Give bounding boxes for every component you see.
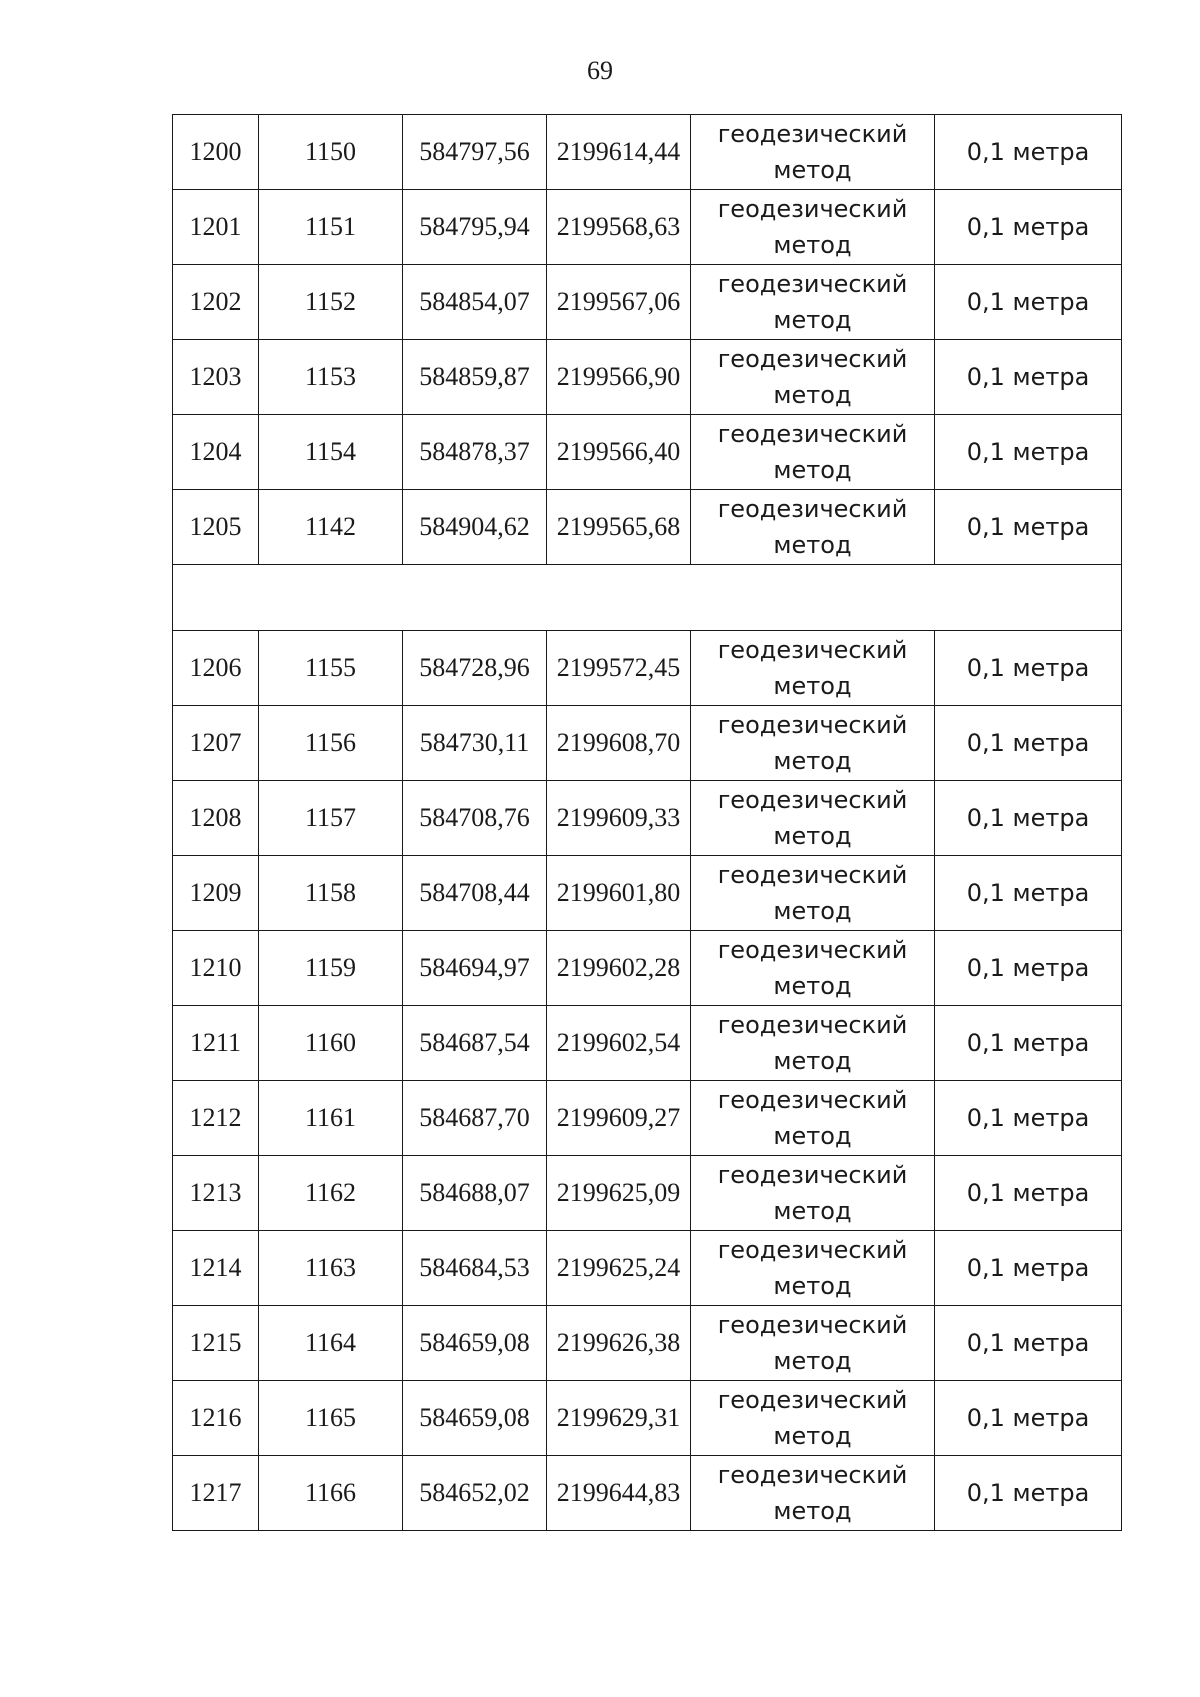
method-line-2: метод [773,1347,852,1375]
method-line-2: метод [773,1422,852,1450]
table-row [173,1231,1122,1306]
accuracy-cell: 0,1 метра [935,265,1122,340]
point-number-cell: 1161 [259,1081,403,1156]
method-cell [691,190,935,265]
row-number-cell: 1211 [173,1006,259,1081]
table-row [173,856,1122,931]
point-number-cell: 1165 [259,1381,403,1456]
y-coordinate-cell: 2199626,38 [547,1306,691,1381]
method-cell [691,1306,935,1381]
y-coordinate-cell: 2199565,68 [547,490,691,565]
y-coordinate-cell: 2199602,54 [547,1006,691,1081]
method-cell [691,490,935,565]
method-line-2: метод [773,531,852,559]
point-number-cell: 1153 [259,340,403,415]
method-line-1: геодезический [717,1236,908,1264]
table-row [173,1306,1122,1381]
point-number-cell: 1163 [259,1231,403,1306]
method-cell [691,1456,935,1531]
table-row [173,115,1122,190]
method-line-2: метод [773,972,852,1000]
method-line-2: метод [773,306,852,334]
y-coordinate-cell: 2199572,45 [547,631,691,706]
x-coordinate-cell: 584854,07 [403,265,547,340]
accuracy-cell: 0,1 метра [935,415,1122,490]
table-row [173,190,1122,265]
method-cell [691,115,935,190]
method-line-2: метод [773,672,852,700]
accuracy-cell: 0,1 метра [935,1081,1122,1156]
point-number-cell: 1152 [259,265,403,340]
row-number-cell: 1203 [173,340,259,415]
method-line-2: метод [773,1122,852,1150]
y-coordinate-cell: 2199644,83 [547,1456,691,1531]
point-number-cell: 1151 [259,190,403,265]
row-number-cell: 1212 [173,1081,259,1156]
point-number-cell: 1155 [259,631,403,706]
table-row [173,931,1122,1006]
method-line-2: метод [773,1047,852,1075]
x-coordinate-cell: 584708,76 [403,781,547,856]
table-row [173,265,1122,340]
y-coordinate-cell: 2199629,31 [547,1381,691,1456]
row-number-cell: 1215 [173,1306,259,1381]
accuracy-cell: 0,1 метра [935,190,1122,265]
method-cell [691,1231,935,1306]
method-line-1: геодезический [717,636,908,664]
row-number-cell: 1201 [173,190,259,265]
y-coordinate-cell: 2199609,27 [547,1081,691,1156]
table-row [173,415,1122,490]
method-line-1: геодезический [717,420,908,448]
coordinates-table [172,114,1122,1531]
point-number-cell: 1164 [259,1306,403,1381]
row-number-cell: 1210 [173,931,259,1006]
method-line-1: геодезический [717,120,908,148]
accuracy-cell: 0,1 метра [935,1306,1122,1381]
point-number-cell: 1160 [259,1006,403,1081]
method-line-1: геодезический [717,711,908,739]
table-row [173,1456,1122,1531]
row-number-cell: 1213 [173,1156,259,1231]
method-line-2: метод [773,231,852,259]
x-coordinate-cell: 584694,97 [403,931,547,1006]
x-coordinate-cell: 584904,62 [403,490,547,565]
table-row [173,1006,1122,1081]
table-row [173,631,1122,706]
y-coordinate-cell: 2199568,63 [547,190,691,265]
y-coordinate-cell: 2199625,09 [547,1156,691,1231]
x-coordinate-cell: 584728,96 [403,631,547,706]
table-row [173,1381,1122,1456]
accuracy-cell: 0,1 метра [935,340,1122,415]
method-cell [691,706,935,781]
accuracy-cell: 0,1 метра [935,115,1122,190]
method-cell [691,1081,935,1156]
point-number-cell: 1159 [259,931,403,1006]
method-line-1: геодезический [717,1086,908,1114]
point-number-cell: 1166 [259,1456,403,1531]
y-coordinate-cell: 2199567,06 [547,265,691,340]
method-line-1: геодезический [717,1311,908,1339]
method-line-1: геодезический [717,195,908,223]
x-coordinate-cell: 584687,70 [403,1081,547,1156]
row-number-cell: 1207 [173,706,259,781]
method-line-2: метод [773,156,852,184]
method-line-2: метод [773,1197,852,1225]
accuracy-cell: 0,1 метра [935,856,1122,931]
x-coordinate-cell: 584684,53 [403,1231,547,1306]
y-coordinate-cell: 2199566,40 [547,415,691,490]
method-cell [691,1006,935,1081]
accuracy-cell: 0,1 метра [935,490,1122,565]
row-number-cell: 1202 [173,265,259,340]
method-line-1: геодезический [717,1461,908,1489]
table-row [173,340,1122,415]
row-number-cell: 1208 [173,781,259,856]
y-coordinate-cell: 2199608,70 [547,706,691,781]
method-cell [691,415,935,490]
point-number-cell: 1158 [259,856,403,931]
method-cell [691,781,935,856]
row-number-cell: 1206 [173,631,259,706]
row-number-cell: 1216 [173,1381,259,1456]
point-number-cell: 1156 [259,706,403,781]
x-coordinate-cell: 584730,11 [403,706,547,781]
x-coordinate-cell: 584859,87 [403,340,547,415]
table-row [173,706,1122,781]
x-coordinate-cell: 584687,54 [403,1006,547,1081]
method-line-1: геодезический [717,936,908,964]
method-line-2: метод [773,1497,852,1525]
table-row [173,781,1122,856]
y-coordinate-cell: 2199566,90 [547,340,691,415]
point-number-cell: 1150 [259,115,403,190]
point-number-cell: 1162 [259,1156,403,1231]
method-cell [691,1156,935,1231]
method-line-1: геодезический [717,1386,908,1414]
coordinates-table-body [173,115,1122,1531]
y-coordinate-cell: 2199614,44 [547,115,691,190]
x-coordinate-cell: 584708,44 [403,856,547,931]
method-line-1: геодезический [717,1161,908,1189]
point-number-cell: 1157 [259,781,403,856]
method-cell [691,1381,935,1456]
row-number-cell: 1205 [173,490,259,565]
y-coordinate-cell: 2199601,80 [547,856,691,931]
table-row [173,1156,1122,1231]
point-number-cell: 1142 [259,490,403,565]
method-line-2: метод [773,381,852,409]
accuracy-cell: 0,1 метра [935,781,1122,856]
row-number-cell: 1204 [173,415,259,490]
table-row [173,490,1122,565]
accuracy-cell: 0,1 метра [935,1006,1122,1081]
accuracy-cell: 0,1 метра [935,1456,1122,1531]
method-line-1: геодезический [717,270,908,298]
x-coordinate-cell: 584659,08 [403,1306,547,1381]
point-number-cell: 1154 [259,415,403,490]
method-line-2: метод [773,456,852,484]
accuracy-cell: 0,1 метра [935,706,1122,781]
row-number-cell: 1217 [173,1456,259,1531]
row-number-cell: 1214 [173,1231,259,1306]
table-spacer-row [173,565,1122,631]
method-line-2: метод [773,897,852,925]
method-cell [691,340,935,415]
accuracy-cell: 0,1 метра [935,931,1122,1006]
method-line-2: метод [773,747,852,775]
accuracy-cell: 0,1 метра [935,1381,1122,1456]
y-coordinate-cell: 2199602,28 [547,931,691,1006]
method-line-1: геодезический [717,786,908,814]
spacer-cell [173,565,1122,631]
table-row [173,1081,1122,1156]
method-cell [691,856,935,931]
accuracy-cell: 0,1 метра [935,1156,1122,1231]
method-line-2: метод [773,1272,852,1300]
y-coordinate-cell: 2199625,24 [547,1231,691,1306]
method-line-1: геодезический [717,861,908,889]
method-cell [691,265,935,340]
method-line-1: геодезический [717,345,908,373]
y-coordinate-cell: 2199609,33 [547,781,691,856]
method-line-2: метод [773,822,852,850]
accuracy-cell: 0,1 метра [935,1231,1122,1306]
x-coordinate-cell: 584659,08 [403,1381,547,1456]
method-line-1: геодезический [717,495,908,523]
x-coordinate-cell: 584688,07 [403,1156,547,1231]
method-cell [691,931,935,1006]
x-coordinate-cell: 584878,37 [403,415,547,490]
page-number: 69 [587,56,613,85]
x-coordinate-cell: 584795,94 [403,190,547,265]
accuracy-cell: 0,1 метра [935,631,1122,706]
row-number-cell: 1209 [173,856,259,931]
x-coordinate-cell: 584652,02 [403,1456,547,1531]
method-line-1: геодезический [717,1011,908,1039]
method-cell [691,631,935,706]
row-number-cell: 1200 [173,115,259,190]
x-coordinate-cell: 584797,56 [403,115,547,190]
